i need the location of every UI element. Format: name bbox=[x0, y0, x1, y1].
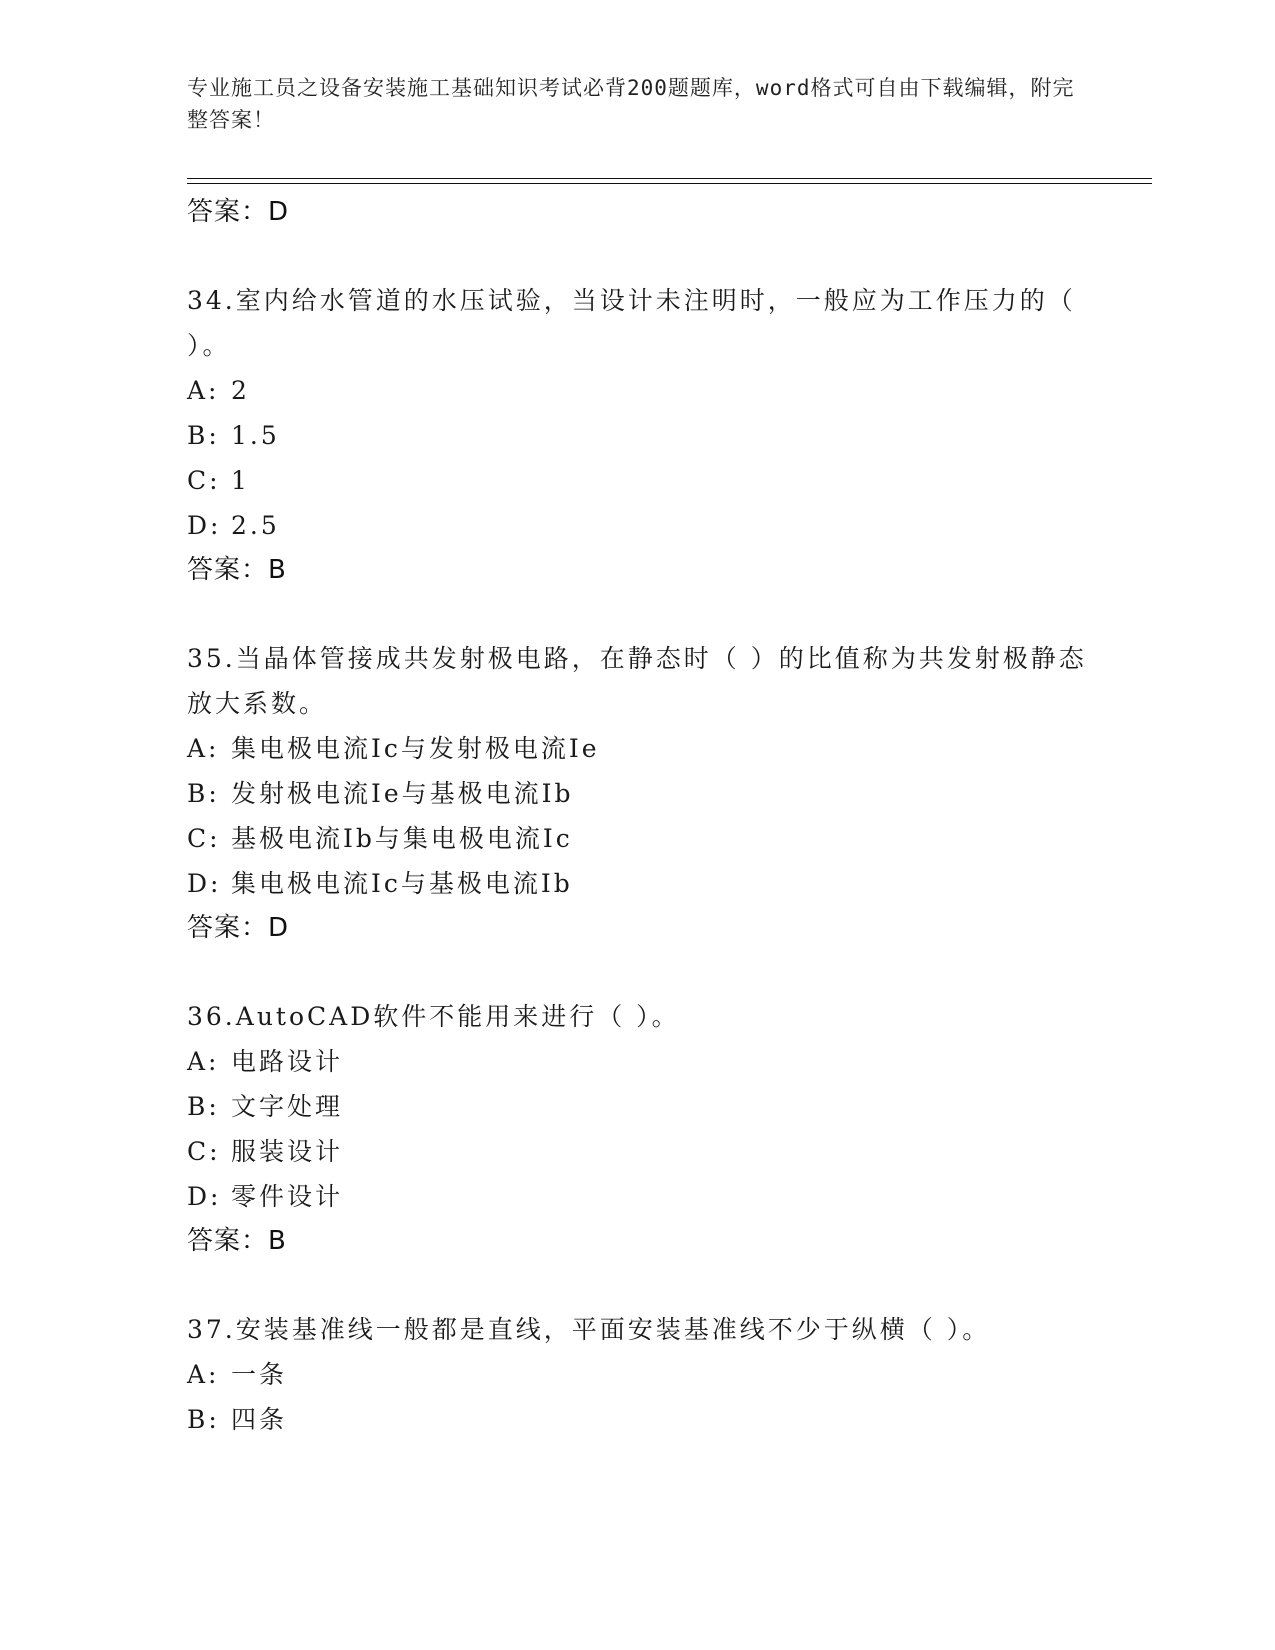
option-text: 服装设计 bbox=[231, 1137, 344, 1166]
answer-option bbox=[187, 1039, 1087, 1084]
question-stem: 36.AutoCAD软件不能用来进行（ ）。 bbox=[187, 1002, 680, 1031]
question-block bbox=[187, 278, 1087, 593]
header-divider-line-secondary bbox=[187, 183, 1152, 184]
question-list bbox=[187, 190, 1087, 1442]
answer-option bbox=[187, 1084, 1087, 1129]
answer-option bbox=[187, 1397, 1087, 1442]
option-text: 文字处理 bbox=[231, 1092, 344, 1121]
questions-container bbox=[187, 278, 1087, 1442]
question-stem: 37.安装基准线一般都是直线，平面安装基准线不少于纵横（ ）。 bbox=[187, 1315, 991, 1344]
option-text: 2 bbox=[231, 376, 250, 405]
option-text: 发射极电流Ie与基极电流Ib bbox=[231, 779, 574, 808]
option-key: B: bbox=[187, 421, 220, 450]
answer-line: 答案：B bbox=[187, 1226, 287, 1256]
option-key: C: bbox=[187, 466, 221, 495]
option-text: 四条 bbox=[231, 1405, 288, 1434]
option-key: C: bbox=[187, 1137, 221, 1166]
option-text: 零件设计 bbox=[231, 1182, 344, 1211]
answer-option bbox=[187, 1174, 1087, 1219]
option-key: D: bbox=[187, 511, 222, 540]
option-key: D: bbox=[187, 869, 222, 898]
answer-option bbox=[187, 771, 1087, 816]
option-key: A: bbox=[187, 734, 220, 763]
option-key: A: bbox=[187, 1360, 220, 1389]
option-text: 集电极电流Ic与发射极电流Ie bbox=[231, 734, 600, 763]
answer-option bbox=[187, 861, 1087, 906]
question-block bbox=[187, 636, 1087, 951]
answer-line: 答案：B bbox=[187, 555, 287, 585]
option-text: 1 bbox=[231, 466, 250, 495]
question-block bbox=[187, 1307, 1087, 1442]
answer-option bbox=[187, 503, 1087, 548]
question-block bbox=[187, 994, 1087, 1264]
question-stem: 34.室内给水管道的水压试验，当设计未注明时，一般应为工作压力的（ ）。 bbox=[187, 286, 1076, 360]
answer-option bbox=[187, 1352, 1087, 1397]
answer-option bbox=[187, 1129, 1087, 1174]
answer-line: 答案：D bbox=[187, 913, 290, 943]
option-text: 一条 bbox=[231, 1360, 288, 1389]
answer-option bbox=[187, 816, 1087, 861]
question-stem: 35.当晶体管接成共发射极电路，在静态时（ ）的比值称为共发射极静态放大系数。 bbox=[187, 644, 1087, 718]
page-header: 专业施工员之设备安装施工基础知识考试必背200题题库，word格式可自由下载编辑，附完整答案！ bbox=[187, 76, 1075, 132]
option-key: B: bbox=[187, 779, 220, 808]
answer-option bbox=[187, 413, 1087, 458]
option-text: 基极电流Ib与集电极电流Ic bbox=[231, 824, 573, 853]
option-key: D: bbox=[187, 1182, 222, 1211]
option-key: A: bbox=[187, 376, 220, 405]
header-divider-line bbox=[187, 178, 1152, 179]
answer-option bbox=[187, 458, 1087, 503]
option-key: A: bbox=[187, 1047, 220, 1076]
answer-option bbox=[187, 368, 1087, 413]
option-text: 1.5 bbox=[231, 421, 280, 450]
option-text: 2.5 bbox=[231, 511, 280, 540]
option-key: B: bbox=[187, 1405, 220, 1434]
option-key: C: bbox=[187, 824, 221, 853]
option-key: B: bbox=[187, 1092, 220, 1121]
option-text: 电路设计 bbox=[231, 1047, 344, 1076]
answer-option bbox=[187, 726, 1087, 771]
answer-line: 答案：D bbox=[187, 197, 290, 227]
option-text: 集电极电流Ic与基极电流Ib bbox=[231, 869, 573, 898]
